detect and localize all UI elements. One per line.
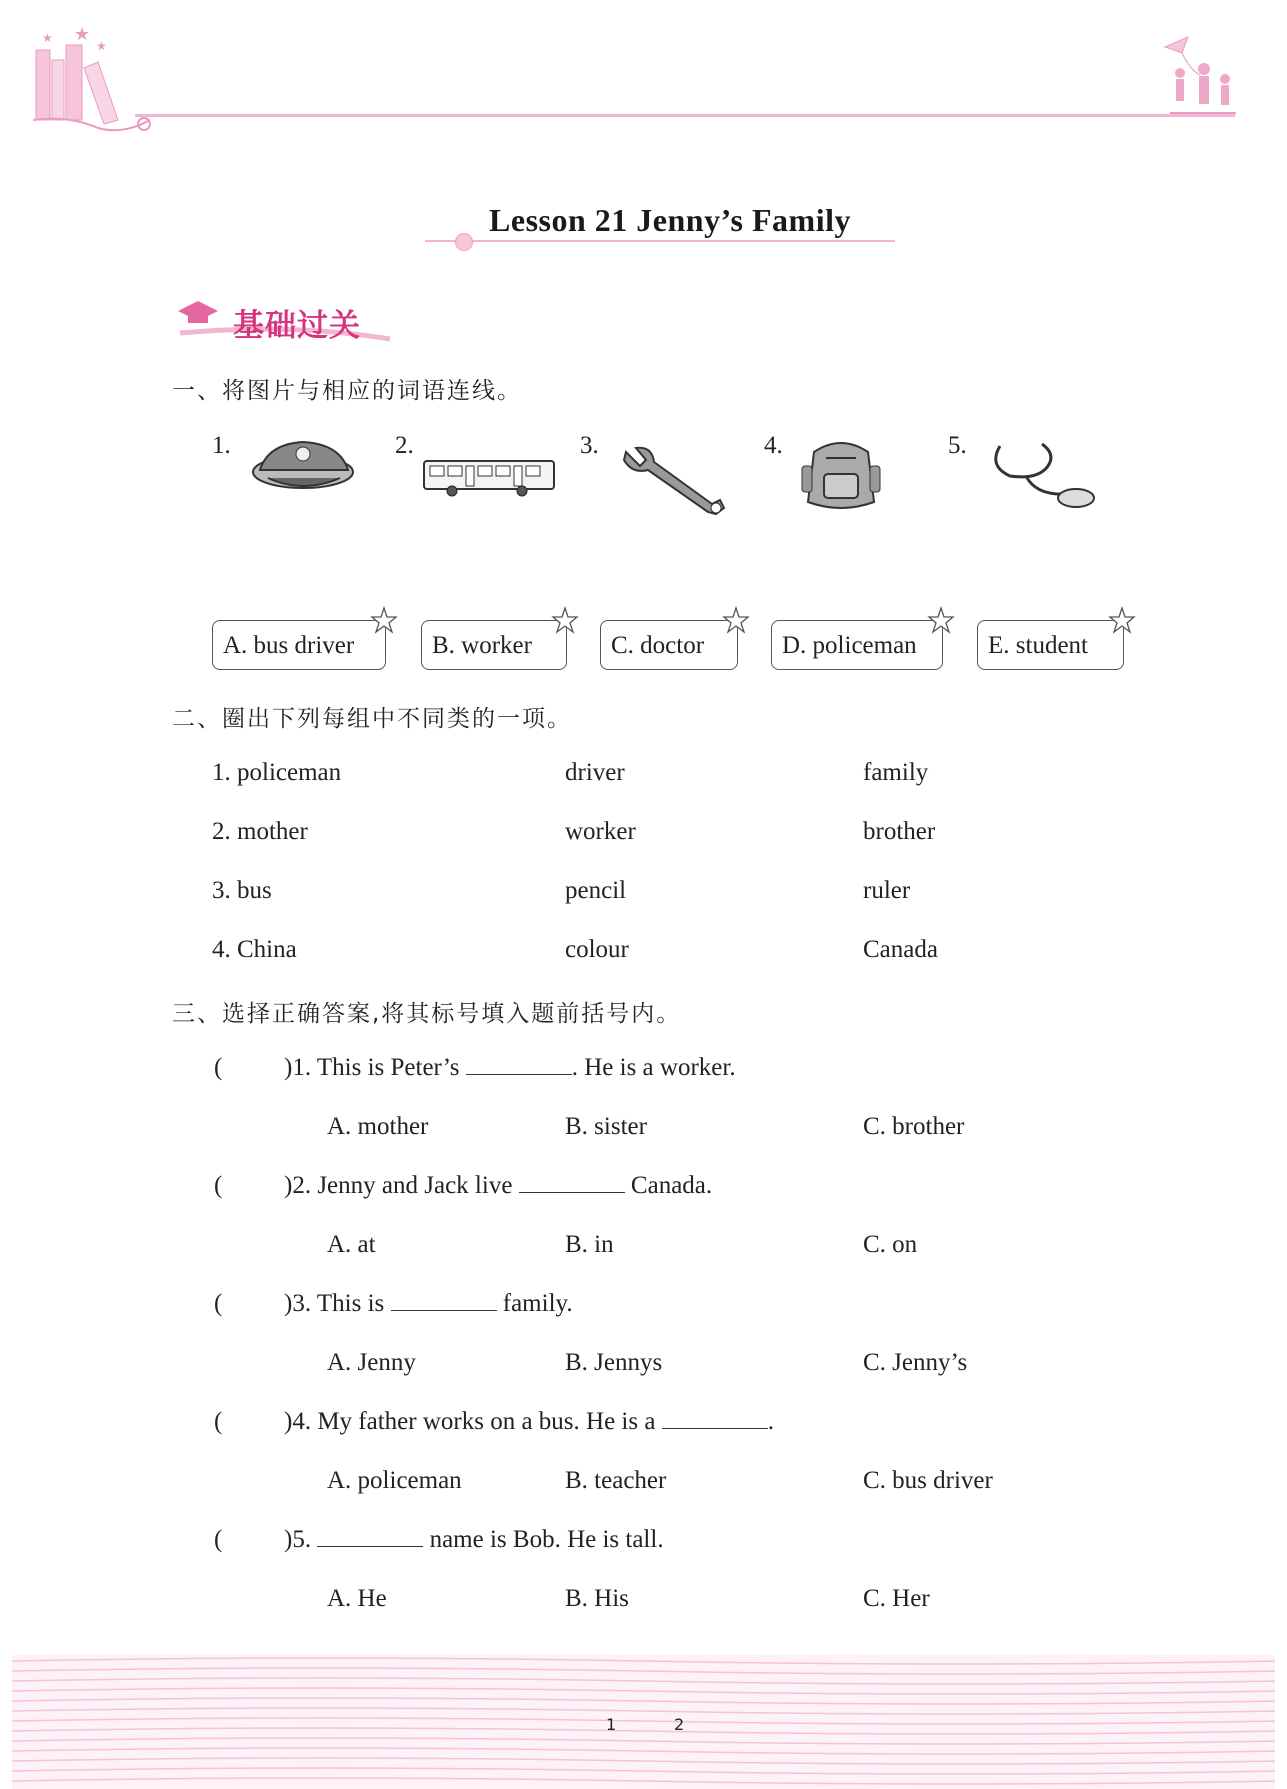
q2-word: brother xyxy=(863,818,936,845)
title-underline xyxy=(425,240,895,242)
q3-option: A. policeman xyxy=(327,1467,462,1494)
page-number: 2 xyxy=(674,1715,685,1734)
answer-bracket[interactable]: ( xyxy=(214,1290,223,1317)
answer-bracket[interactable]: ( xyxy=(214,1408,223,1435)
q2-word: 2. mother xyxy=(212,818,308,845)
picture-number: 5. xyxy=(948,432,967,459)
svg-text:★: ★ xyxy=(74,24,91,44)
q2-word: 1. policeman xyxy=(212,759,342,786)
q3-option: A. mother xyxy=(327,1113,429,1140)
q3-option: B. sister xyxy=(565,1113,647,1140)
q2-word: 4. China xyxy=(212,936,297,963)
q3-option: A. He xyxy=(327,1585,387,1612)
q3-option: C. on xyxy=(863,1231,918,1258)
q3-option: C. Jenny’s xyxy=(863,1349,968,1376)
header-books-decoration xyxy=(28,20,158,135)
q2-word: driver xyxy=(565,759,625,786)
q3-question: )3. This is family. xyxy=(284,1290,573,1317)
answer-blank[interactable] xyxy=(391,1290,497,1311)
q3-question: )5. name is Bob. He is tall. xyxy=(284,1526,664,1553)
star-icon xyxy=(722,606,750,634)
police-cap-icon xyxy=(248,432,358,498)
q2-word: 3. bus xyxy=(212,877,272,904)
picture-number: 2. xyxy=(395,432,414,459)
picture-number: 4. xyxy=(764,432,783,459)
footer-wave-band xyxy=(12,1655,1275,1789)
section-title: 基础过关 xyxy=(233,308,361,344)
q3-question: )4. My father works on a bus. He is a . xyxy=(284,1408,774,1435)
q2-word: Canada xyxy=(863,936,938,963)
q3-option: B. in xyxy=(565,1231,614,1258)
q3-question: )2. Jenny and Jack live Canada. xyxy=(284,1172,713,1199)
option-card: E. student xyxy=(977,620,1124,670)
star-icon xyxy=(551,606,579,634)
q3-option: C. bus driver xyxy=(863,1467,993,1494)
q3-option: C. brother xyxy=(863,1113,965,1140)
q2-word: worker xyxy=(565,818,636,845)
q2-word: pencil xyxy=(565,877,627,904)
answer-bracket[interactable]: ( xyxy=(214,1172,223,1199)
q3-option: A. at xyxy=(327,1231,376,1258)
q2-heading: 二、圈出下列每组中不同类的一项。 xyxy=(172,706,572,732)
answer-bracket[interactable]: ( xyxy=(214,1054,223,1081)
stethoscope-icon xyxy=(986,436,1096,516)
title-underline-dot xyxy=(455,233,473,251)
q3-question: )1. This is Peter’s . He is a worker. xyxy=(284,1054,736,1081)
picture-number: 1. xyxy=(212,432,231,459)
q3-option: A. Jenny xyxy=(327,1349,416,1376)
q3-option: B. Jennys xyxy=(565,1349,663,1376)
star-icon xyxy=(1108,606,1136,634)
backpack-icon xyxy=(796,436,886,514)
answer-blank[interactable] xyxy=(662,1408,768,1429)
star-icon xyxy=(927,606,955,634)
header-children-kite-decoration xyxy=(1160,35,1240,120)
option-card: B. worker xyxy=(421,620,567,670)
q3-option: C. Her xyxy=(863,1585,930,1612)
answer-bracket[interactable]: ( xyxy=(214,1526,223,1553)
q2-word: ruler xyxy=(863,877,911,904)
svg-text:★: ★ xyxy=(96,39,107,53)
option-card: C. doctor xyxy=(600,620,738,670)
bus-icon xyxy=(422,458,557,498)
answer-blank[interactable] xyxy=(519,1172,625,1193)
option-card: A. bus driver xyxy=(212,620,386,670)
q3-heading: 三、选择正确答案,将其标号填入题前括号内。 xyxy=(172,1001,682,1027)
q3-option: B. His xyxy=(565,1585,629,1612)
header-line xyxy=(135,114,1235,117)
wrench-icon xyxy=(612,442,732,522)
q1-heading: 一、将图片与相应的词语连线。 xyxy=(172,378,522,404)
page-title: Lesson 21 Jenny’s Family xyxy=(489,202,851,238)
option-card: D. policeman xyxy=(771,620,943,670)
answer-blank[interactable] xyxy=(317,1526,423,1547)
star-icon xyxy=(370,606,398,634)
picture-number: 3. xyxy=(580,432,599,459)
q2-word: family xyxy=(863,759,929,786)
q3-option: B. teacher xyxy=(565,1467,667,1494)
answer-blank[interactable] xyxy=(466,1054,572,1075)
q2-word: colour xyxy=(565,936,629,963)
svg-text:★: ★ xyxy=(42,31,53,45)
page-number: 1 xyxy=(606,1715,617,1734)
